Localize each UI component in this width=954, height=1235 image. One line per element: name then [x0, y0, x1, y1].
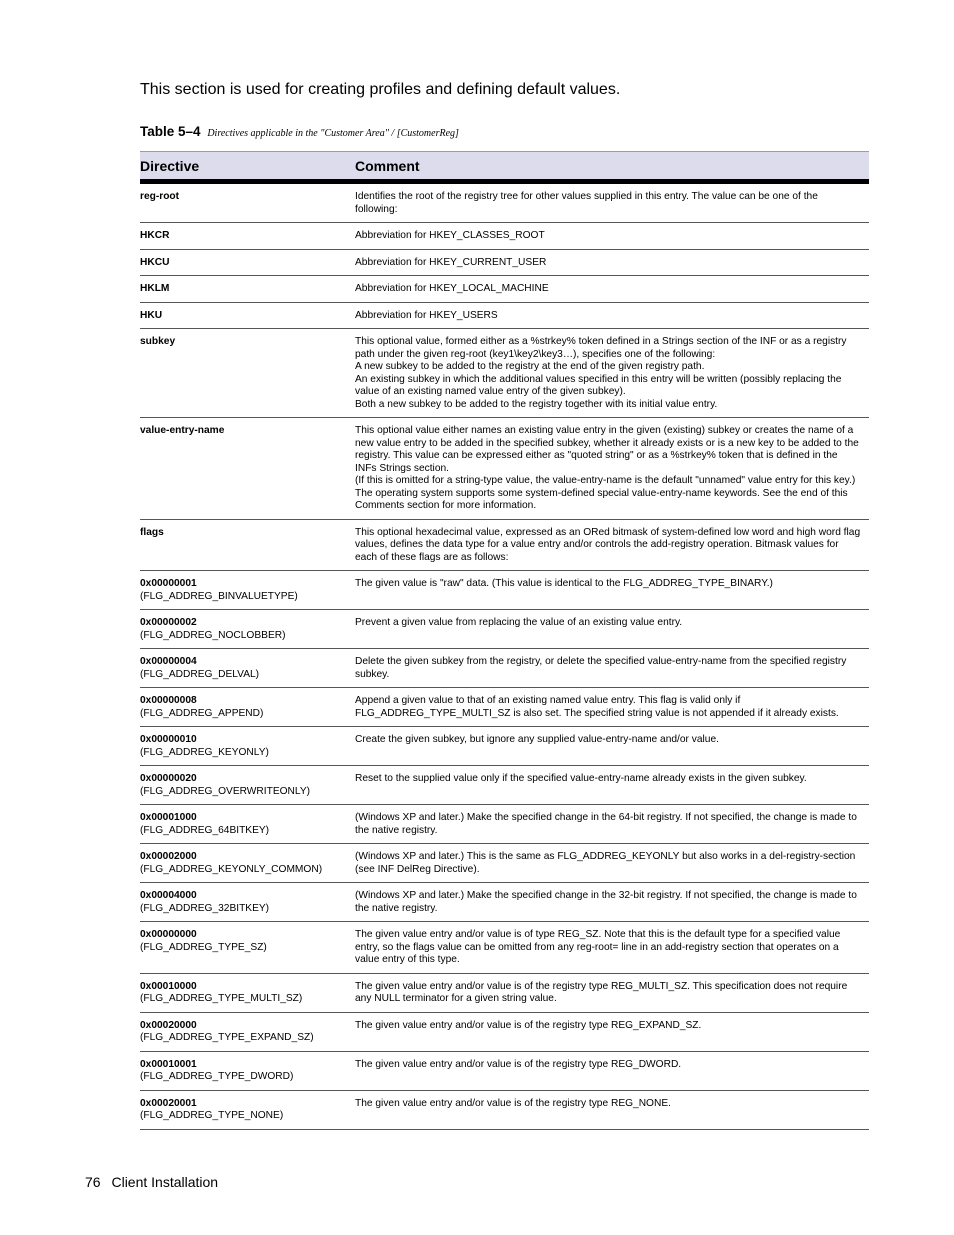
comment-cell: [355, 276, 869, 303]
directive-cell: [140, 182, 355, 223]
table-row: [140, 805, 869, 844]
directive-cell: [140, 1051, 355, 1090]
comment-text: The given value entry and/or value is of the registry type REG_MULTI_SZ. This specification does not require any NULL terminator for a given string value.: [355, 980, 848, 1004]
directive-name: 0x00020001: [140, 1097, 197, 1109]
comment-text: Identifies the root of the registry tree for other values supplied in this entry. The value can be one of the following:: [355, 191, 818, 215]
directive-flag-name: (FLG_ADDREG_DELVAL): [140, 668, 260, 680]
column-header-directive: Directive: [140, 152, 355, 182]
table-row: [140, 418, 869, 520]
directive-cell: [140, 610, 355, 649]
directive-name: 0x00002000: [140, 851, 197, 862]
comment-text: This optional value, formed either as a %strkey% token defined in a Strings section of the INF or as a registry path under the given reg-root (key1\key2\key3…), specifies one of the following:: [355, 336, 847, 360]
directive-flag-name: (FLG_ADDREG_KEYONLY): [140, 746, 269, 758]
table-number: Table 5–4: [140, 124, 201, 139]
directive-cell: [140, 766, 355, 805]
table-row: [140, 649, 869, 688]
comment-cell: [355, 249, 869, 276]
directive-cell: [140, 727, 355, 766]
comment-text: The given value entry and/or value is of the registry type REG_DWORD.: [355, 1058, 682, 1070]
directive-name: 0x00020000: [140, 1019, 197, 1031]
table-row: [140, 922, 869, 974]
comment-cell: [355, 610, 869, 649]
directive-cell: [140, 276, 355, 303]
directive-name: 0x00001000: [140, 812, 197, 823]
comment-text: The given value is "raw" data. (This value is identical to the FLG_ADDREG_TYPE_BINARY.): [355, 578, 773, 589]
comment-cell: [355, 649, 869, 688]
directive-cell: [140, 973, 355, 1012]
comment-text: Abbreviation for HKEY_LOCAL_MACHINE: [355, 283, 549, 294]
directive-name: 0x00000001: [140, 578, 197, 589]
comment-text: Abbreviation for HKEY_USERS: [355, 309, 498, 321]
directive-cell: [140, 418, 355, 520]
comment-cell: [355, 571, 869, 610]
comment-text: A new subkey to be added to the registry at the end of the given registry path.: [355, 361, 705, 372]
comment-text: An existing subkey in which the additional values specified in this entry will be written (possibly replacing the value of an existing named value entry of the given subkey).: [355, 373, 842, 397]
comment-text: The operating system supports some system-defined special value-entry-name keywords. See the end of this Comments section for more information.: [355, 487, 848, 511]
directive-name: value-entry-name: [140, 425, 225, 436]
directive-cell: [140, 571, 355, 610]
directive-flag-name: (FLG_ADDREG_64BITKEY): [140, 824, 270, 836]
directive-flag-name: (FLG_ADDREG_TYPE_MULTI_SZ): [140, 993, 303, 1004]
directive-name: 0x00000000: [140, 929, 197, 940]
directive-name: flags: [140, 526, 164, 538]
table-row: [140, 1051, 869, 1090]
table-caption: [140, 124, 459, 139]
comment-text: Append a given value to that of an existing named value entry. This flag is valid only if FLG_ADDREG_TYPE_MULTI_SZ is also set. The specified string value is not appended if it already exists.: [355, 695, 839, 719]
directive-cell: [140, 223, 355, 250]
directive-flag-name: (FLG_ADDREG_TYPE_NONE): [140, 1110, 284, 1121]
directive-cell: [140, 302, 355, 329]
page-number: 76: [85, 1174, 101, 1190]
comment-cell: [355, 1090, 869, 1129]
table-row: [140, 766, 869, 805]
intro-paragraph: This section is used for creating profiles and defining default values.: [140, 81, 621, 98]
directive-name: 0x00000002: [140, 617, 197, 628]
comment-cell: [355, 766, 869, 805]
column-header-comment: Comment: [355, 152, 869, 182]
table-row: [140, 329, 869, 418]
comment-text: The given value entry and/or value is of type REG_SZ. Note that this is the default type for a specified value entry, so the flags value can be omitted from any reg-root= line in an add-registry section that operates on a value entry of this type.: [355, 929, 841, 965]
directive-flag-name: (FLG_ADDREG_APPEND): [140, 707, 264, 719]
comment-cell: [355, 418, 869, 520]
comment-cell: [355, 1012, 869, 1051]
directive-cell: [140, 1012, 355, 1051]
table-description: Directives applicable in the "Customer Area" / [CustomerReg]: [207, 128, 459, 139]
table-row: [140, 883, 869, 922]
directive-name: reg-root: [140, 191, 180, 202]
directive-flag-name: (FLG_ADDREG_BINVALUETYPE): [140, 590, 298, 602]
comment-cell: [355, 182, 869, 223]
table-row: [140, 302, 869, 329]
directive-flag-name: (FLG_ADDREG_TYPE_DWORD): [140, 1071, 294, 1082]
comment-text: Delete the given subkey from the registry, or delete the specified value-entry-name from the specified registry subkey.: [355, 656, 847, 680]
comment-cell: [355, 1051, 869, 1090]
directive-name: 0x00010001: [140, 1058, 197, 1070]
comment-text: Abbreviation for HKEY_CURRENT_USER: [355, 256, 547, 268]
page-footer: [85, 1174, 218, 1190]
table-row: [140, 844, 869, 883]
comment-text: Reset to the supplied value only if the specified value-entry-name already exists in the given subkey.: [355, 773, 807, 784]
table-body: [140, 182, 869, 1130]
comment-cell: [355, 329, 869, 418]
comment-cell: [355, 223, 869, 250]
comment-cell: [355, 883, 869, 922]
directive-name: 0x00000010: [140, 734, 197, 745]
directive-flag-name: (FLG_ADDREG_TYPE_SZ): [140, 941, 267, 953]
comment-cell: [355, 844, 869, 883]
table-row: [140, 610, 869, 649]
comment-text: Both a new subkey to be added to the registry together with its initial value entry.: [355, 398, 718, 410]
comment-cell: [355, 688, 869, 727]
table-row: [140, 276, 869, 303]
comment-cell: [355, 302, 869, 329]
directive-cell: [140, 1090, 355, 1129]
comment-text: The given value entry and/or value is of the registry type REG_EXPAND_SZ.: [355, 1019, 702, 1031]
comment-text: (Windows XP and later.) This is the same as FLG_ADDREG_KEYONLY but also works in a del-registry-section (see INF DelReg Directive).: [355, 851, 856, 875]
comment-cell: [355, 805, 869, 844]
directive-cell: [140, 844, 355, 883]
table-row: [140, 519, 869, 571]
directives-table: [140, 151, 869, 1130]
directive-name: subkey: [140, 336, 176, 347]
comment-text: The given value entry and/or value is of the registry type REG_NONE.: [355, 1097, 671, 1109]
directive-cell: [140, 649, 355, 688]
comment-cell: [355, 519, 869, 571]
comment-text: This optional value either names an existing value entry in the given (existing) subkey or creates the name of a new value entry to be added in the specified subkey, whether it already exists or is a new key to be added to the registry. This value can be expressed either as "quoted string" or as a %strkey% token that is defined in the INFs Strings section.: [355, 425, 859, 474]
directive-flag-name: (FLG_ADDREG_KEYONLY_COMMON): [140, 863, 323, 875]
comment-text: This optional hexadecimal value, expressed as an ORed bitmask of system-defined low word and high word flag values, defines the data type for a value entry and/or controls the add-registry operation. Bitmask values for each of these flags are as follows:: [355, 526, 861, 563]
comment-text: Abbreviation for HKEY_CLASSES_ROOT: [355, 230, 545, 241]
comment-text: Prevent a given value from replacing the value of an existing value entry.: [355, 617, 683, 628]
directive-flag-name: (FLG_ADDREG_OVERWRITEONLY): [140, 785, 311, 797]
comment-cell: [355, 727, 869, 766]
directive-name: 0x00000004: [140, 656, 197, 667]
table-header-row: [140, 152, 869, 182]
directive-cell: [140, 519, 355, 571]
comment-cell: [355, 973, 869, 1012]
table-row: [140, 688, 869, 727]
directive-name: 0x00004000: [140, 890, 197, 901]
directive-name: HKCR: [140, 230, 170, 241]
table-row: [140, 182, 869, 223]
directive-flag-name: (FLG_ADDREG_32BITKEY): [140, 902, 270, 914]
comment-text: (Windows XP and later.) Make the specified change in the 64-bit registry. If not specified, the change is made to the native registry.: [355, 812, 857, 836]
table-row: [140, 1012, 869, 1051]
comment-text: (If this is omitted for a string-type value, the value-entry-name is the default "unnamed" value entry for this key.): [355, 475, 856, 486]
directive-name: HKCU: [140, 256, 170, 268]
directive-cell: [140, 329, 355, 418]
footer-section-title: Client Installation: [111, 1174, 219, 1190]
directive-cell: [140, 922, 355, 974]
directive-name: 0x00000008: [140, 695, 197, 706]
comment-text: (Windows XP and later.) Make the specified change in the 32-bit registry. If not specified, the change is made to the native registry.: [355, 890, 857, 914]
directive-cell: [140, 249, 355, 276]
table-row: [140, 727, 869, 766]
directive-flag-name: (FLG_ADDREG_TYPE_EXPAND_SZ): [140, 1032, 314, 1043]
table-row: [140, 571, 869, 610]
directive-flag-name: (FLG_ADDREG_NOCLOBBER): [140, 629, 286, 641]
comment-cell: [355, 922, 869, 974]
table-row: [140, 1090, 869, 1129]
directive-name: 0x00010000: [140, 980, 197, 992]
table-row: [140, 223, 869, 250]
directive-name: HKLM: [140, 283, 170, 294]
directive-cell: [140, 688, 355, 727]
directive-cell: [140, 805, 355, 844]
directive-name: 0x00000020: [140, 773, 197, 784]
table-row: [140, 973, 869, 1012]
directive-name: HKU: [140, 309, 163, 321]
comment-text: Create the given subkey, but ignore any supplied value-entry-name and/or value.: [355, 734, 719, 745]
directive-cell: [140, 883, 355, 922]
table-row: [140, 249, 869, 276]
